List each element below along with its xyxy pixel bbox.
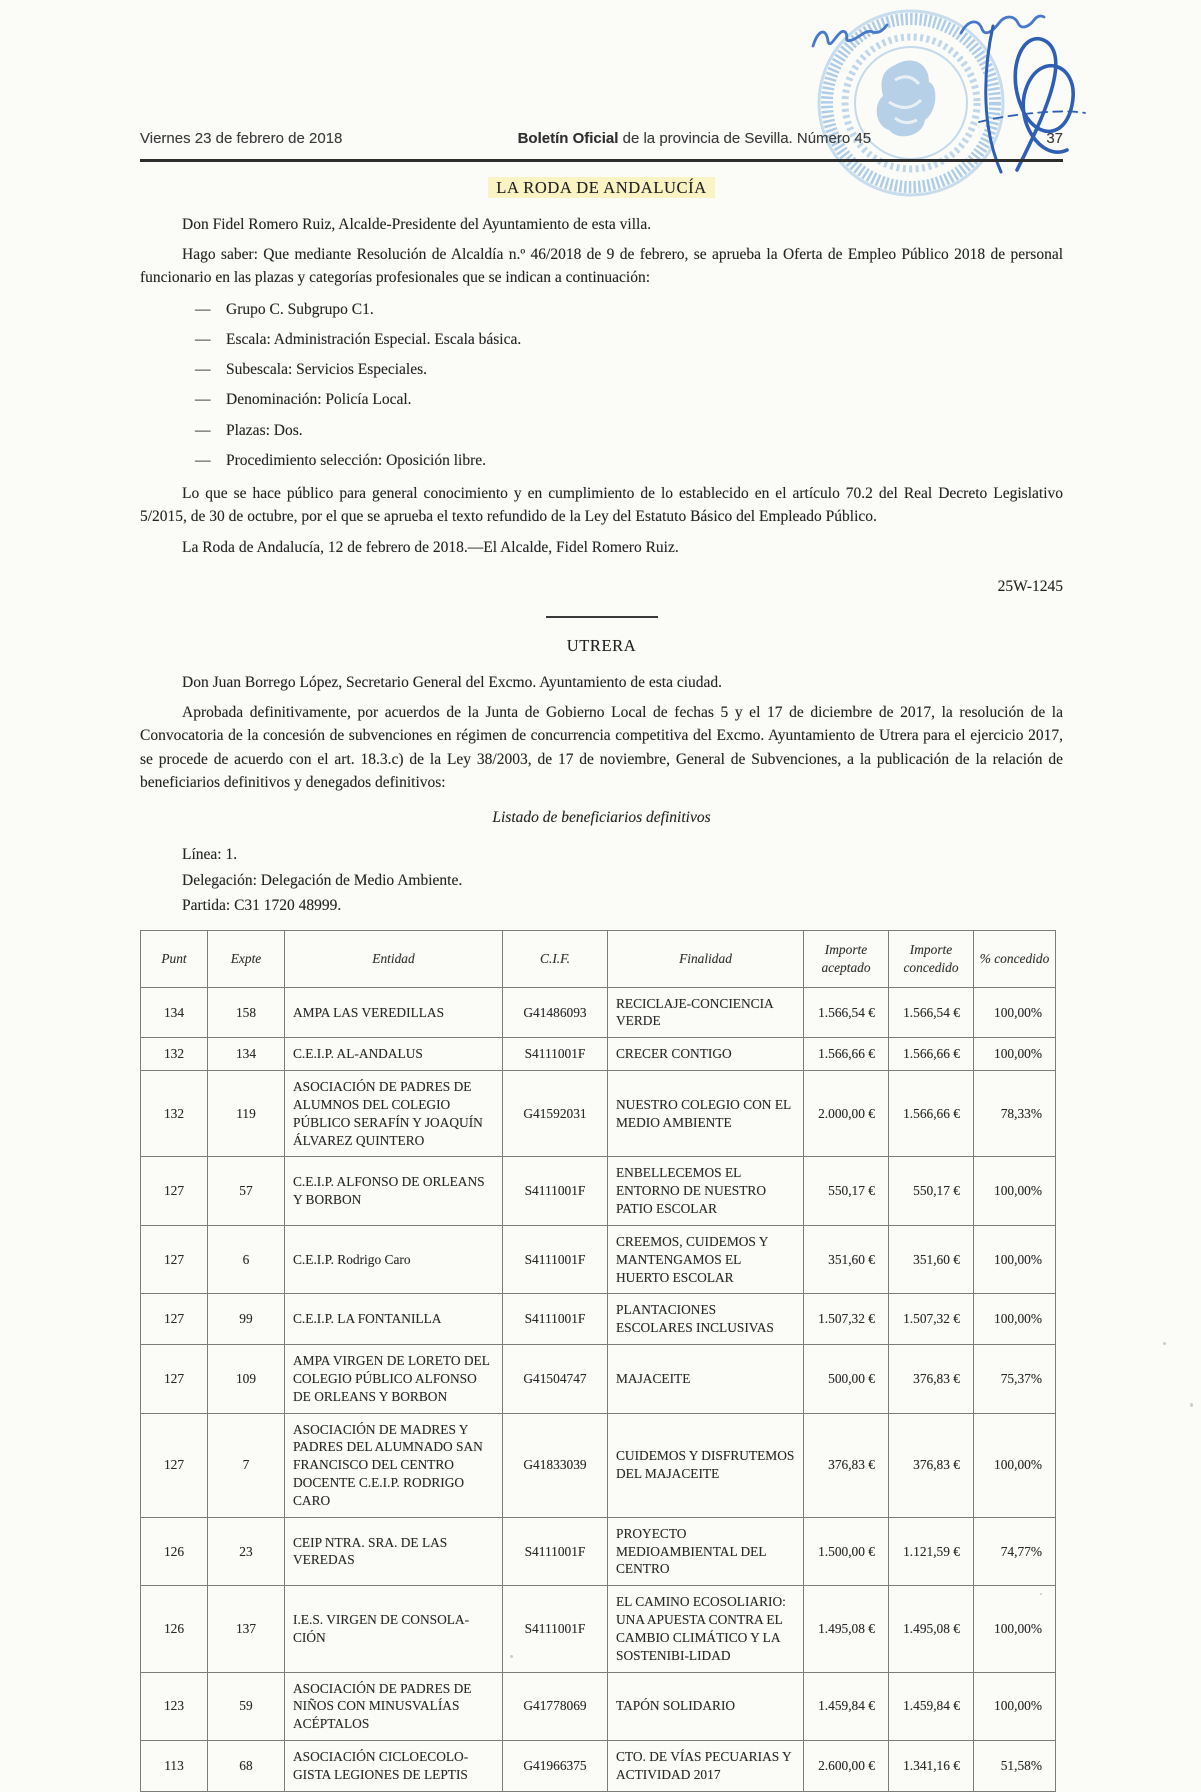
table-cell: 23 bbox=[208, 1517, 285, 1585]
table-row bbox=[141, 1672, 1056, 1740]
scan-speck bbox=[1163, 1342, 1166, 1345]
table-cell: 100,00% bbox=[974, 1294, 1056, 1345]
paragraph: Aprobada definitivamente, por acuerdos de la Junta de Gobierno Local de fechas 5 y el 17 de diciembre de 2017, la resolución de la Convocatoria de la concesión de subvenciones en régimen de concurrencia competitiva del Excmo. Ayuntamiento de Utrera para el ejercicio 2017, se procede de acuerdo con el art. 18.3.c) de la Ley 38/2003, de 17 de noviembre, General de Subvenciones, a la publicación de la relación de beneficiarios definitivos y denegados definitivos: bbox=[140, 704, 1063, 791]
table-cell: 2.600,00 € bbox=[804, 1740, 889, 1791]
handwriting bbox=[813, 16, 1044, 46]
table-cell: 376,83 € bbox=[804, 1413, 889, 1517]
column-header: C.I.F. bbox=[503, 931, 608, 988]
table-cell: 1.459,84 € bbox=[804, 1672, 889, 1740]
table-cell: AMPA LAS VEREDILLAS bbox=[285, 987, 503, 1038]
table-cell: 550,17 € bbox=[804, 1157, 889, 1225]
section-title-la-roda bbox=[140, 176, 1063, 201]
table-row bbox=[141, 1157, 1056, 1225]
table-cell: 351,60 € bbox=[889, 1225, 974, 1293]
paragraph: Hago saber: Que mediante Resolución de Alcaldía n.º 46/2018 de 9 de febrero, se aprueba la Oferta de Empleo Público 2018 de personal funcionario en las plazas y categorías profesionales que se indican a continuación: bbox=[140, 246, 1063, 287]
table-cell: PLANTACIONES ESCOLARES INCLUSIVAS bbox=[608, 1294, 804, 1345]
table-cell: G41778069 bbox=[503, 1672, 608, 1740]
section-separator bbox=[546, 616, 658, 618]
table-cell: 6 bbox=[208, 1225, 285, 1293]
header-bulletin bbox=[342, 130, 1046, 147]
table-row bbox=[141, 1740, 1056, 1791]
table-row bbox=[141, 1071, 1056, 1157]
table-cell: 127 bbox=[141, 1345, 208, 1413]
table-cell: S4111001F bbox=[503, 1038, 608, 1071]
table-header-row bbox=[141, 931, 1056, 988]
grant-meta bbox=[140, 843, 1063, 917]
table-cell: G41592031 bbox=[503, 1071, 608, 1157]
table-cell: 376,83 € bbox=[889, 1345, 974, 1413]
meta-partida: Partida: C31 1720 48999. bbox=[182, 896, 342, 914]
table-cell: 113 bbox=[141, 1740, 208, 1791]
table-row bbox=[141, 987, 1056, 1038]
column-header: Punt bbox=[141, 931, 208, 988]
table-cell: 100,00% bbox=[974, 1038, 1056, 1071]
table-cell: 57 bbox=[208, 1157, 285, 1225]
table-cell: 99 bbox=[208, 1294, 285, 1345]
table-cell: 1.459,84 € bbox=[889, 1672, 974, 1740]
page-number: 37 bbox=[1046, 130, 1063, 147]
table-cell: ASOCIACIÓN CICLOECOLO-GISTA LEGIONES DE LEPTIS bbox=[285, 1740, 503, 1791]
column-header: Expte bbox=[208, 931, 285, 988]
header-rule bbox=[140, 159, 1063, 162]
table-cell: 127 bbox=[141, 1157, 208, 1225]
table-cell: 351,60 € bbox=[804, 1225, 889, 1293]
table-cell: G41966375 bbox=[503, 1740, 608, 1791]
table-cell: 1.507,32 € bbox=[804, 1294, 889, 1345]
table-cell: G41833039 bbox=[503, 1413, 608, 1517]
announcement-reference: 25W-1245 bbox=[997, 577, 1063, 595]
table-cell: 51,58% bbox=[974, 1740, 1056, 1791]
column-header: % concedido bbox=[974, 931, 1056, 988]
table-cell: CRECER CONTIGO bbox=[608, 1038, 804, 1071]
table-cell: 1.341,16 € bbox=[889, 1740, 974, 1791]
table-cell: 100,00% bbox=[974, 987, 1056, 1038]
table-row bbox=[141, 1586, 1056, 1672]
meta-delegacion: Delegación: Delegación de Medio Ambiente. bbox=[182, 871, 463, 889]
column-header: Importe aceptado bbox=[804, 931, 889, 988]
table-cell: 100,00% bbox=[974, 1413, 1056, 1517]
paragraph: Lo que se hace público para general conocimiento y en cumplimiento de lo establecido en el artículo 70.2 del Real Decreto Legislativo 5/2015, de 30 de octubre, por el que se aprueba el texto refundido de la Ley del Estatuto Básico del Empleado Público. bbox=[140, 485, 1063, 526]
table-cell: 1.566,66 € bbox=[889, 1071, 974, 1157]
table-row bbox=[141, 1345, 1056, 1413]
paragraph: Don Juan Borrego López, Secretario General del Excmo. Ayuntamiento de esta ciudad. bbox=[182, 673, 723, 691]
highlight: LA RODA DE ANDALUCÍA bbox=[488, 177, 714, 198]
scan-speck bbox=[1040, 1593, 1042, 1595]
table-cell: PROYECTO MEDIOAMBIENTAL DEL CENTRO bbox=[608, 1517, 804, 1585]
beneficiaries-table bbox=[140, 930, 1056, 1792]
table-cell: 134 bbox=[141, 987, 208, 1038]
table-row bbox=[141, 1517, 1056, 1585]
stamp-emblem bbox=[877, 60, 936, 136]
table-cell: 1.500,00 € bbox=[804, 1517, 889, 1585]
table-cell: 1.495,08 € bbox=[889, 1586, 974, 1672]
table-row bbox=[141, 1225, 1056, 1293]
table-cell: C.E.I.P. Rodrigo Caro bbox=[285, 1225, 503, 1293]
table-cell: 1.566,66 € bbox=[804, 1038, 889, 1071]
column-header: Entidad bbox=[285, 931, 503, 988]
bulletin-subtitle: de la provincia de Sevilla. Número 45 bbox=[618, 130, 872, 147]
list-item: — Escala: Administración Especial. Escala básica. bbox=[195, 330, 522, 348]
table-cell: 1.121,59 € bbox=[889, 1517, 974, 1585]
table-cell: S4111001F bbox=[503, 1225, 608, 1293]
section-la-roda bbox=[140, 176, 1063, 598]
table-cell: NUESTRO COLEGIO CON EL MEDIO AMBIENTE bbox=[608, 1071, 804, 1157]
header-date: Viernes 23 de febrero de 2018 bbox=[140, 130, 343, 147]
table-cell: 127 bbox=[141, 1294, 208, 1345]
table-cell: C.E.I.P. ALFONSO DE ORLEANS Y BORBON bbox=[285, 1157, 503, 1225]
table-cell: C.E.I.P. AL-ANDALUS bbox=[285, 1038, 503, 1071]
signature bbox=[979, 26, 1085, 172]
table-cell: 500,00 € bbox=[804, 1345, 889, 1413]
table-cell: CEIP NTRA. SRA. DE LAS VEREDAS bbox=[285, 1517, 503, 1585]
section-utrera bbox=[140, 634, 1063, 1792]
table-row bbox=[141, 1294, 1056, 1345]
list-item: — Plazas: Dos. bbox=[195, 421, 303, 439]
table-cell: EL CAMINO ECOSOLIARIO: UNA APUESTA CONTRA EL CAMBIO CLIMÁTICO Y LA SOSTENIBI-LIDAD bbox=[608, 1586, 804, 1672]
document-body bbox=[140, 176, 1063, 1792]
list-item: — Denominación: Policía Local. bbox=[195, 391, 412, 409]
table-cell: 1.507,32 € bbox=[889, 1294, 974, 1345]
scan-speck bbox=[510, 1655, 513, 1658]
table-body bbox=[141, 987, 1056, 1791]
table-cell: 100,00% bbox=[974, 1672, 1056, 1740]
table-cell: 2.000,00 € bbox=[804, 1071, 889, 1157]
table-cell: 158 bbox=[208, 987, 285, 1038]
table-cell: C.E.I.P. LA FONTANILLA bbox=[285, 1294, 503, 1345]
table-cell: 1.566,66 € bbox=[889, 1038, 974, 1071]
table-cell: 75,37% bbox=[974, 1345, 1056, 1413]
scan-speck bbox=[1190, 1403, 1193, 1407]
table-cell: TAPÓN SOLIDARIO bbox=[608, 1672, 804, 1740]
table-cell: 123 bbox=[141, 1672, 208, 1740]
paragraph: La Roda de Andalucía, 12 de febrero de 2018.—El Alcalde, Fidel Romero Ruiz. bbox=[182, 538, 679, 556]
list-title: Listado de beneficiarios definitivos bbox=[492, 809, 711, 826]
list-item: — Grupo C. Subgrupo C1. bbox=[195, 300, 374, 318]
table-cell: 59 bbox=[208, 1672, 285, 1740]
section-title-utrera: UTRERA bbox=[566, 636, 637, 655]
table-cell: 127 bbox=[141, 1413, 208, 1517]
list-item: — Subescala: Servicios Especiales. bbox=[195, 361, 428, 378]
bulletin-name: Boletín Oficial bbox=[517, 130, 619, 147]
paragraph: Don Fidel Romero Ruiz, Alcalde-Presidente del Ayuntamiento de esta villa. bbox=[182, 215, 652, 233]
table-cell: 1.495,08 € bbox=[804, 1586, 889, 1672]
table-cell: S4111001F bbox=[503, 1294, 608, 1345]
table-cell: 7 bbox=[208, 1413, 285, 1517]
table-cell: 1.566,54 € bbox=[804, 987, 889, 1038]
table-cell: 1.566,54 € bbox=[889, 987, 974, 1038]
table-cell: ASOCIACIÓN DE MADRES Y PADRES DEL ALUMNADO SAN FRANCISCO DEL CENTRO DOCENTE C.E.I.P. RODRIGO CARO bbox=[285, 1413, 503, 1517]
table-cell: G41486093 bbox=[503, 987, 608, 1038]
table-cell: 132 bbox=[141, 1071, 208, 1157]
table-cell: S4111001F bbox=[503, 1157, 608, 1225]
column-header: Finalidad bbox=[608, 931, 804, 988]
table-cell: ASOCIACIÓN DE PADRES DE NIÑOS CON MINUSVALÍAS ACÉPTALOS bbox=[285, 1672, 503, 1740]
table-cell: 119 bbox=[208, 1071, 285, 1157]
table-cell: 127 bbox=[141, 1225, 208, 1293]
table-cell: 109 bbox=[208, 1345, 285, 1413]
table-cell: ENBELLECEMOS EL ENTORNO DE NUESTRO PATIO ESCOLAR bbox=[608, 1157, 804, 1225]
table-cell: 550,17 € bbox=[889, 1157, 974, 1225]
table-row bbox=[141, 1413, 1056, 1517]
table-cell: AMPA VIRGEN DE LORETO DEL COLEGIO PÚBLICO ALFONSO DE ORLEANS Y BORBON bbox=[285, 1345, 503, 1413]
table-cell: 100,00% bbox=[974, 1225, 1056, 1293]
table-cell: 100,00% bbox=[974, 1586, 1056, 1672]
list-item: — Procedimiento selección: Oposición libre. bbox=[195, 451, 486, 469]
meta-linea: Línea: 1. bbox=[182, 846, 238, 864]
table-cell: 126 bbox=[141, 1586, 208, 1672]
table-cell: 126 bbox=[141, 1517, 208, 1585]
table-cell: CTO. DE VÍAS PECUARIAS Y ACTIVIDAD 2017 bbox=[608, 1740, 804, 1791]
table-cell: 68 bbox=[208, 1740, 285, 1791]
table-cell: 100,00% bbox=[974, 1157, 1056, 1225]
table-cell: ASOCIACIÓN DE PADRES DE ALUMNOS DEL COLEGIO PÚBLICO SERAFÍN Y JOAQUÍN ÁLVAREZ QUINTERO bbox=[285, 1071, 503, 1157]
table-cell: 134 bbox=[208, 1038, 285, 1071]
page-header bbox=[140, 130, 1063, 147]
table-cell: S4111001F bbox=[503, 1517, 608, 1585]
table-cell: G41504747 bbox=[503, 1345, 608, 1413]
table-cell: RECICLAJE-CONCIENCIA VERDE bbox=[608, 987, 804, 1038]
table-cell: 132 bbox=[141, 1038, 208, 1071]
table-cell: I.E.S. VIRGEN DE CONSOLA-CIÓN bbox=[285, 1586, 503, 1672]
dash-list bbox=[140, 298, 1063, 473]
table-cell: CUIDEMOS Y DISFRUTEMOS DEL MAJACEITE bbox=[608, 1413, 804, 1517]
table-cell: S4111001F bbox=[503, 1586, 608, 1672]
column-header: Importe concedido bbox=[889, 931, 974, 988]
stamp-ring bbox=[819, 11, 1003, 195]
table-cell: 137 bbox=[208, 1586, 285, 1672]
table-cell: CREEMOS, CUIDEMOS Y MANTENGAMOS EL HUERTO ESCOLAR bbox=[608, 1225, 804, 1293]
table-cell: 376,83 € bbox=[889, 1413, 974, 1517]
table-row bbox=[141, 1038, 1056, 1071]
table-cell: 74,77% bbox=[974, 1517, 1056, 1585]
table-cell: MAJACEITE bbox=[608, 1345, 804, 1413]
table-cell: 78,33% bbox=[974, 1071, 1056, 1157]
